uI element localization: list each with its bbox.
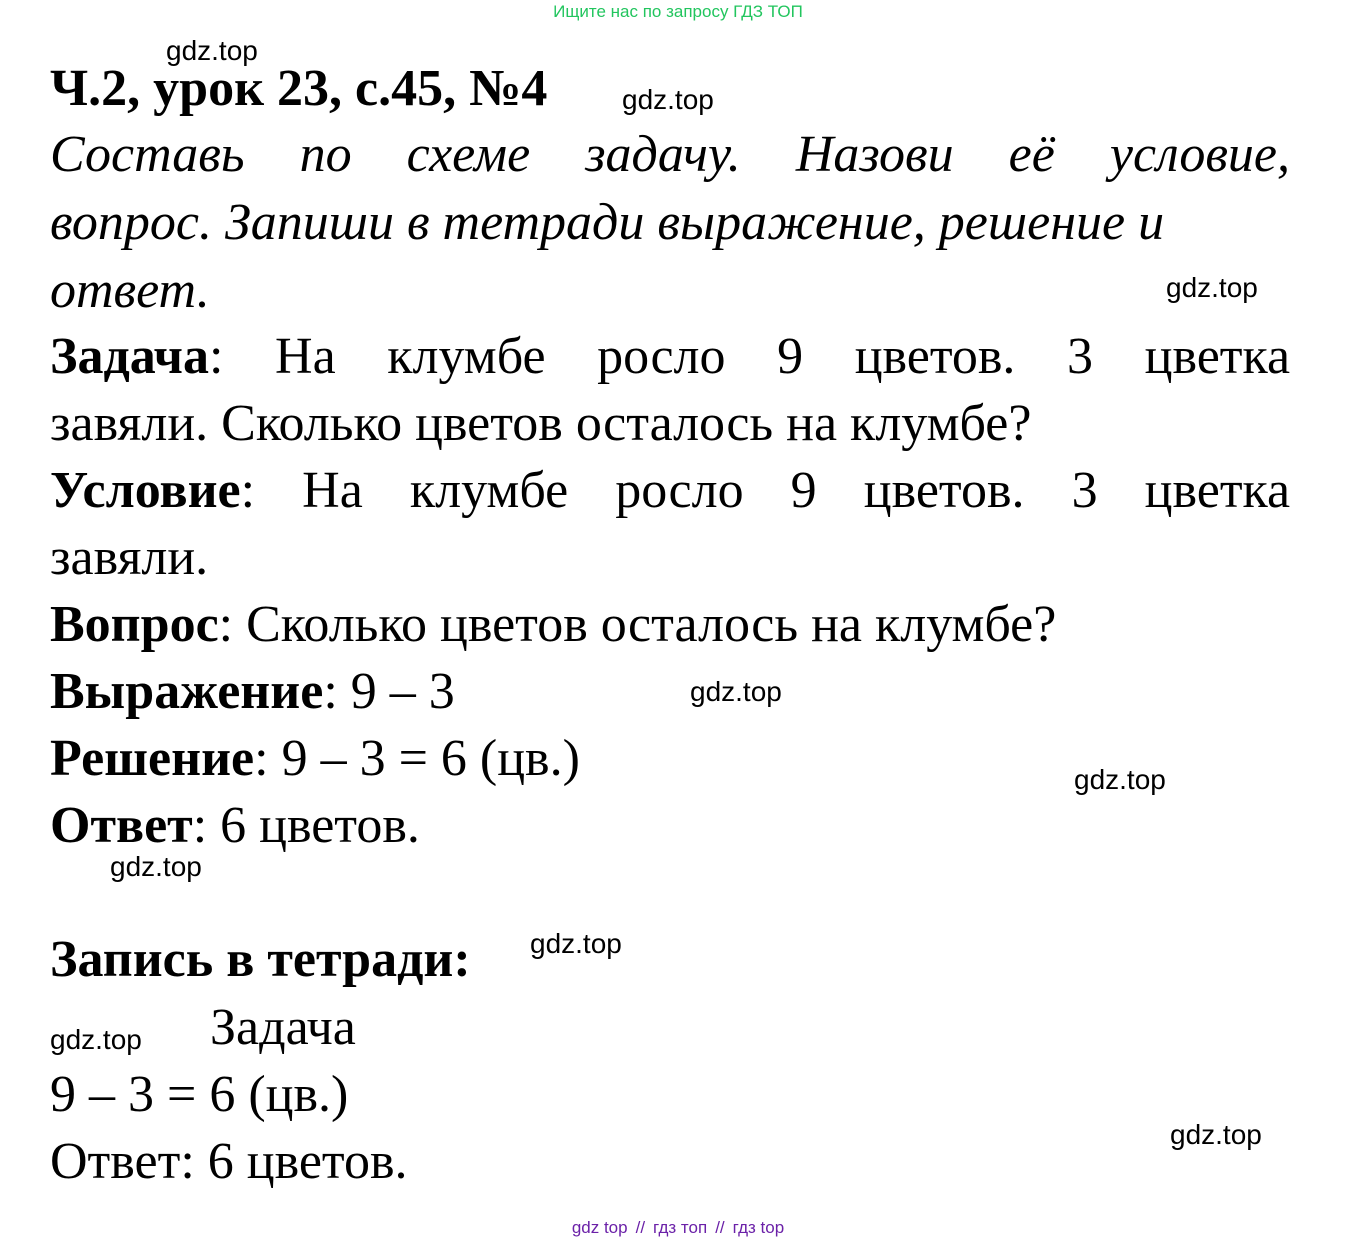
- solution-label: Решение: [50, 730, 255, 787]
- condition-word: клумбе: [409, 462, 569, 519]
- footer-link[interactable]: гдз топ: [653, 1218, 708, 1237]
- instruction-word: условие,: [1109, 126, 1291, 183]
- expression-text: : 9 – 3: [323, 663, 455, 720]
- notebook-answer: Ответ: 6 цветов.: [50, 1133, 408, 1190]
- footer-separator: //: [635, 1218, 646, 1237]
- question-label: Вопрос: [50, 596, 219, 653]
- watermark: gdz.top: [50, 1024, 142, 1055]
- page-title: Ч.2, урок 23, с.45, №4: [50, 60, 548, 117]
- instruction-word: Назови: [795, 126, 954, 183]
- watermark: gdz.top: [166, 35, 258, 66]
- footer-link[interactable]: gdz top: [571, 1218, 628, 1237]
- condition-label: Условие: [50, 462, 241, 519]
- notebook-solution: 9 – 3 = 6 (цв.): [50, 1066, 349, 1123]
- instruction-word: по: [299, 126, 352, 183]
- footer-separator: //: [715, 1218, 725, 1237]
- task-label-group: Задача:: [50, 328, 224, 385]
- answer-label: Ответ: [50, 797, 193, 854]
- instruction-word: задачу.: [585, 126, 741, 183]
- condition-word: 3: [1071, 462, 1098, 519]
- instruction-word: Составь: [50, 126, 245, 183]
- instruction-word: схеме: [406, 126, 531, 183]
- solution-line: [50, 728, 580, 790]
- instruction-line-3: ответ.: [50, 262, 210, 319]
- expression-line: [50, 661, 455, 723]
- footer: [0, 1218, 1356, 1238]
- watermark: gdz.top: [1074, 764, 1166, 795]
- solution-text: : 9 – 3 = 6 (цв.): [254, 730, 580, 787]
- task-word: На: [275, 328, 336, 385]
- instruction-word: её: [1008, 126, 1055, 183]
- watermark: gdz.top: [110, 851, 202, 882]
- task-word: цветов.: [854, 328, 1016, 385]
- task-line-1: [50, 326, 1290, 388]
- footer-link[interactable]: гдз top: [732, 1218, 785, 1237]
- question-line: [50, 594, 1056, 656]
- task-word: росло: [597, 328, 726, 385]
- condition-line-1: [50, 460, 1290, 522]
- expression-label: Выражение: [50, 663, 324, 720]
- condition-word: цветка: [1144, 462, 1291, 519]
- top-banner: Ищите нас по запросу ГДЗ ТОП: [553, 2, 803, 21]
- task-line-2: завяли. Сколько цветов осталось на клумбе?: [50, 395, 1032, 452]
- condition-word: цветов.: [863, 462, 1025, 519]
- task-label: Задача: [50, 328, 209, 385]
- answer-line: [50, 795, 420, 857]
- instruction-line-2: вопрос. Запиши в тетради выражение, решение и: [50, 194, 1165, 251]
- condition-label-group: Условие:: [50, 462, 256, 519]
- notebook-heading: Запись в тетради:: [50, 931, 471, 988]
- watermark: gdz.top: [1170, 1119, 1262, 1150]
- instruction-line-1: [50, 124, 1290, 186]
- watermark: gdz.top: [622, 84, 714, 115]
- condition-word: На: [302, 462, 363, 519]
- task-word: 9: [777, 328, 804, 385]
- notebook-subtitle: Задача: [210, 999, 356, 1056]
- answer-text: : 6 цветов.: [192, 797, 420, 854]
- question-text: : Сколько цветов осталось на клумбе?: [218, 596, 1057, 653]
- watermark: gdz.top: [1166, 272, 1258, 303]
- watermark: gdz.top: [690, 676, 782, 707]
- task-word: 3: [1067, 328, 1094, 385]
- task-word: цветка: [1144, 328, 1291, 385]
- task-word: клумбе: [387, 328, 546, 385]
- watermark: gdz.top: [530, 928, 622, 959]
- condition-word: 9: [790, 462, 817, 519]
- condition-line-2: завяли.: [50, 529, 209, 586]
- condition-word: росло: [615, 462, 744, 519]
